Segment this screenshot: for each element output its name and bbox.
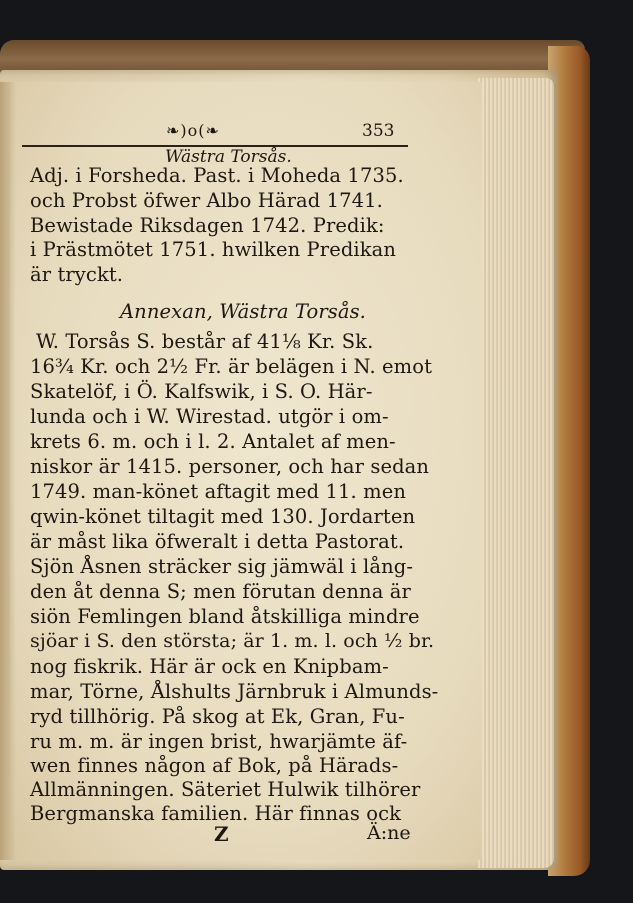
body-line: niskor är 1415. personer, och har sedan (30, 455, 430, 478)
section-heading: Annexan, Wästra Torsås. (120, 300, 366, 323)
body-line: wen finnes någon af Bok, på Härads- (30, 754, 399, 777)
body-line: W. Torsås S. består af 41⅛ Kr. Sk. (36, 330, 374, 353)
body-line: qwin-könet tiltagit med 130. Jordarten (30, 505, 416, 528)
body-line: siön Femlingen bland åtskilliga mindre (30, 605, 420, 628)
signature-mark: Z (214, 822, 229, 846)
body-line: är tryckt. (30, 263, 124, 286)
body-line: 16¾ Kr. och 2½ Fr. är belägen i N. emot (30, 355, 433, 378)
page-number: 353 (362, 121, 395, 141)
body-line: krets 6. m. och i l. 2. Antalet af men- (30, 430, 396, 453)
running-title: Wästra Torsås. (165, 147, 292, 167)
body-line: i Prästmötet 1751. hwilken Predikan (30, 238, 397, 261)
body-line: lunda och i W. Wirestad. utgör i om- (30, 405, 389, 428)
body-line: Adj. i Forsheda. Past. i Moheda 1735. (30, 164, 404, 187)
body-line: Skatelöf, i Ö. Kalfswik, i S. O. Här- (30, 380, 373, 403)
body-line: Bewistade Riksdagen 1742. Predik: (30, 214, 385, 237)
body-line: nog fiskrik. Här är ock en Knipbam- (30, 655, 389, 678)
body-line: och Probst öfwer Albo Härad 1741. (30, 189, 383, 212)
body-line: är måst lika öfweralt i detta Pastorat. (30, 530, 405, 553)
body-line: den åt denna S; men förutan denna är (30, 580, 411, 603)
body-line: Allmänningen. Säteriet Hulwik tilhörer (30, 778, 421, 801)
body-line: Bergmanska familien. Här finnas ock (30, 802, 402, 825)
header-ornament: ❧)o(❧ (166, 121, 220, 140)
body-line: ryd tillhörig. På skog at Ek, Gran, Fu- (30, 705, 405, 728)
body-line: ru m. m. är ingen brist, hwarjämte äf- (30, 730, 408, 753)
catchword: Ä:ne (367, 822, 411, 844)
body-line: Sjön Åsnen sträcker sig jämwäl i lång- (30, 555, 414, 578)
body-line: 1749. man-könet aftagit med 11. men (30, 480, 407, 503)
body-line: mar, Törne, Ålshults Järnbruk i Almunds- (30, 680, 439, 703)
body-line: sjöar i S. den största; är 1. m. l. och ½ br. (30, 630, 435, 652)
